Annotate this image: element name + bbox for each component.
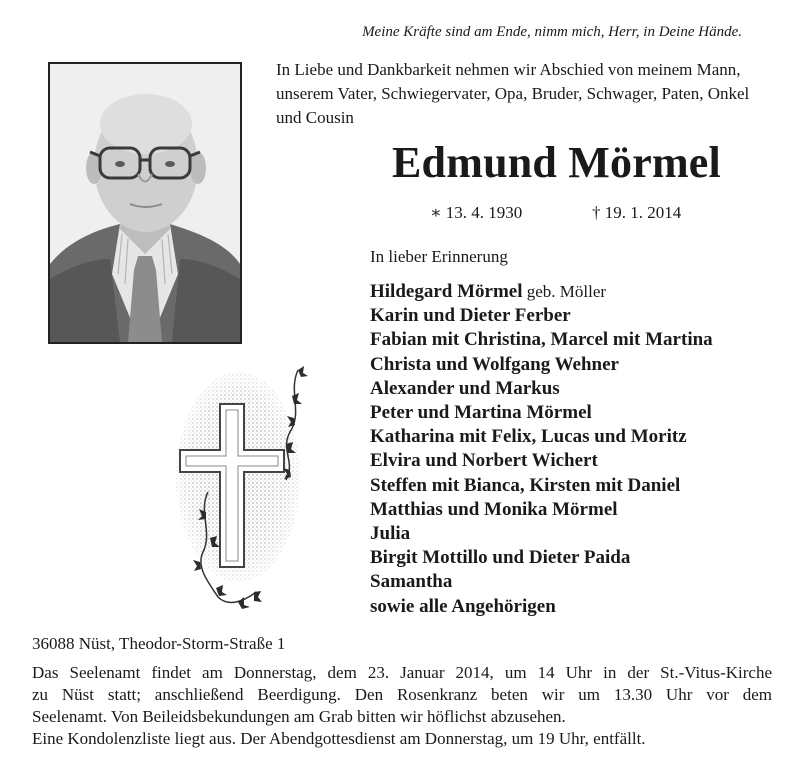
- address: 36088 Nüst, Theodor-Storm-Straße 1: [32, 634, 286, 653]
- mourner: Samantha: [370, 571, 453, 593]
- notice-line: Seelenamt. Von Beileidsbekundungen am Grab bitten wir höflichst abzusehen.: [32, 707, 566, 726]
- intro-text: In Liebe und Dankbarkeit nehmen wir Abschied von meinem Mann, unserem Vater, Schwiegervater, Opa, Bruder, Schwager, Paten, Onkel und Cousin: [276, 60, 750, 127]
- mourner: Birgit Mottillo und Dieter Paida: [370, 547, 631, 569]
- deceased-name: Edmund Mörmel: [392, 138, 721, 187]
- mourner: Elvira und Norbert Wichert: [370, 450, 598, 472]
- mourner: sowie alle Angehörigen: [370, 595, 556, 617]
- memory-label: In lieber Erinnerung: [370, 247, 508, 266]
- mourner-maiden-name: geb. Möller: [522, 282, 607, 301]
- portrait-photo: [48, 62, 242, 344]
- death-date: † 19. 1. 2014: [592, 203, 682, 222]
- mourner: Alexander und Markus: [370, 377, 560, 399]
- mourner: Steffen mit Bianca, Kirsten mit Daniel: [370, 474, 681, 496]
- service-notice: [32, 662, 772, 750]
- notice-line: Eine Kondolenzliste liegt aus. Der Abendgottesdienst am Donnerstag, um 19 Uhr, entfällt.: [32, 729, 646, 748]
- motto: Meine Kräfte sind am Ende, nimm mich, Herr, in Deine Hände.: [362, 24, 742, 40]
- cross-with-ivy-icon: [168, 362, 318, 612]
- birth-date: ∗ 13. 4. 1930: [430, 203, 523, 222]
- mourner: Christa und Wolfgang Wehner: [370, 353, 619, 375]
- mourner: Peter und Martina Mörmel: [370, 402, 592, 424]
- notice-line: Das Seelenamt findet am Donnerstag, dem 23. Januar 2014, um 14 Uhr in der St.-Vitus-Kirche: [32, 663, 772, 682]
- mourner: Julia: [370, 523, 411, 545]
- mourner: Hildegard Mörmel geb. Möller: [370, 281, 607, 302]
- mourner: Fabian mit Christina, Marcel mit Martina: [370, 329, 713, 351]
- mourner: Katharina mit Felix, Lucas und Moritz: [370, 426, 687, 448]
- notice-line: zu Nüst statt; anschließend Beerdigung. Den Rosenkranz beten wir um 13.30 Uhr vor dem: [32, 685, 772, 704]
- mourner: Karin und Dieter Ferber: [370, 305, 571, 327]
- mourner: Matthias und Monika Mörmel: [370, 498, 618, 520]
- mourners-list: [370, 280, 713, 619]
